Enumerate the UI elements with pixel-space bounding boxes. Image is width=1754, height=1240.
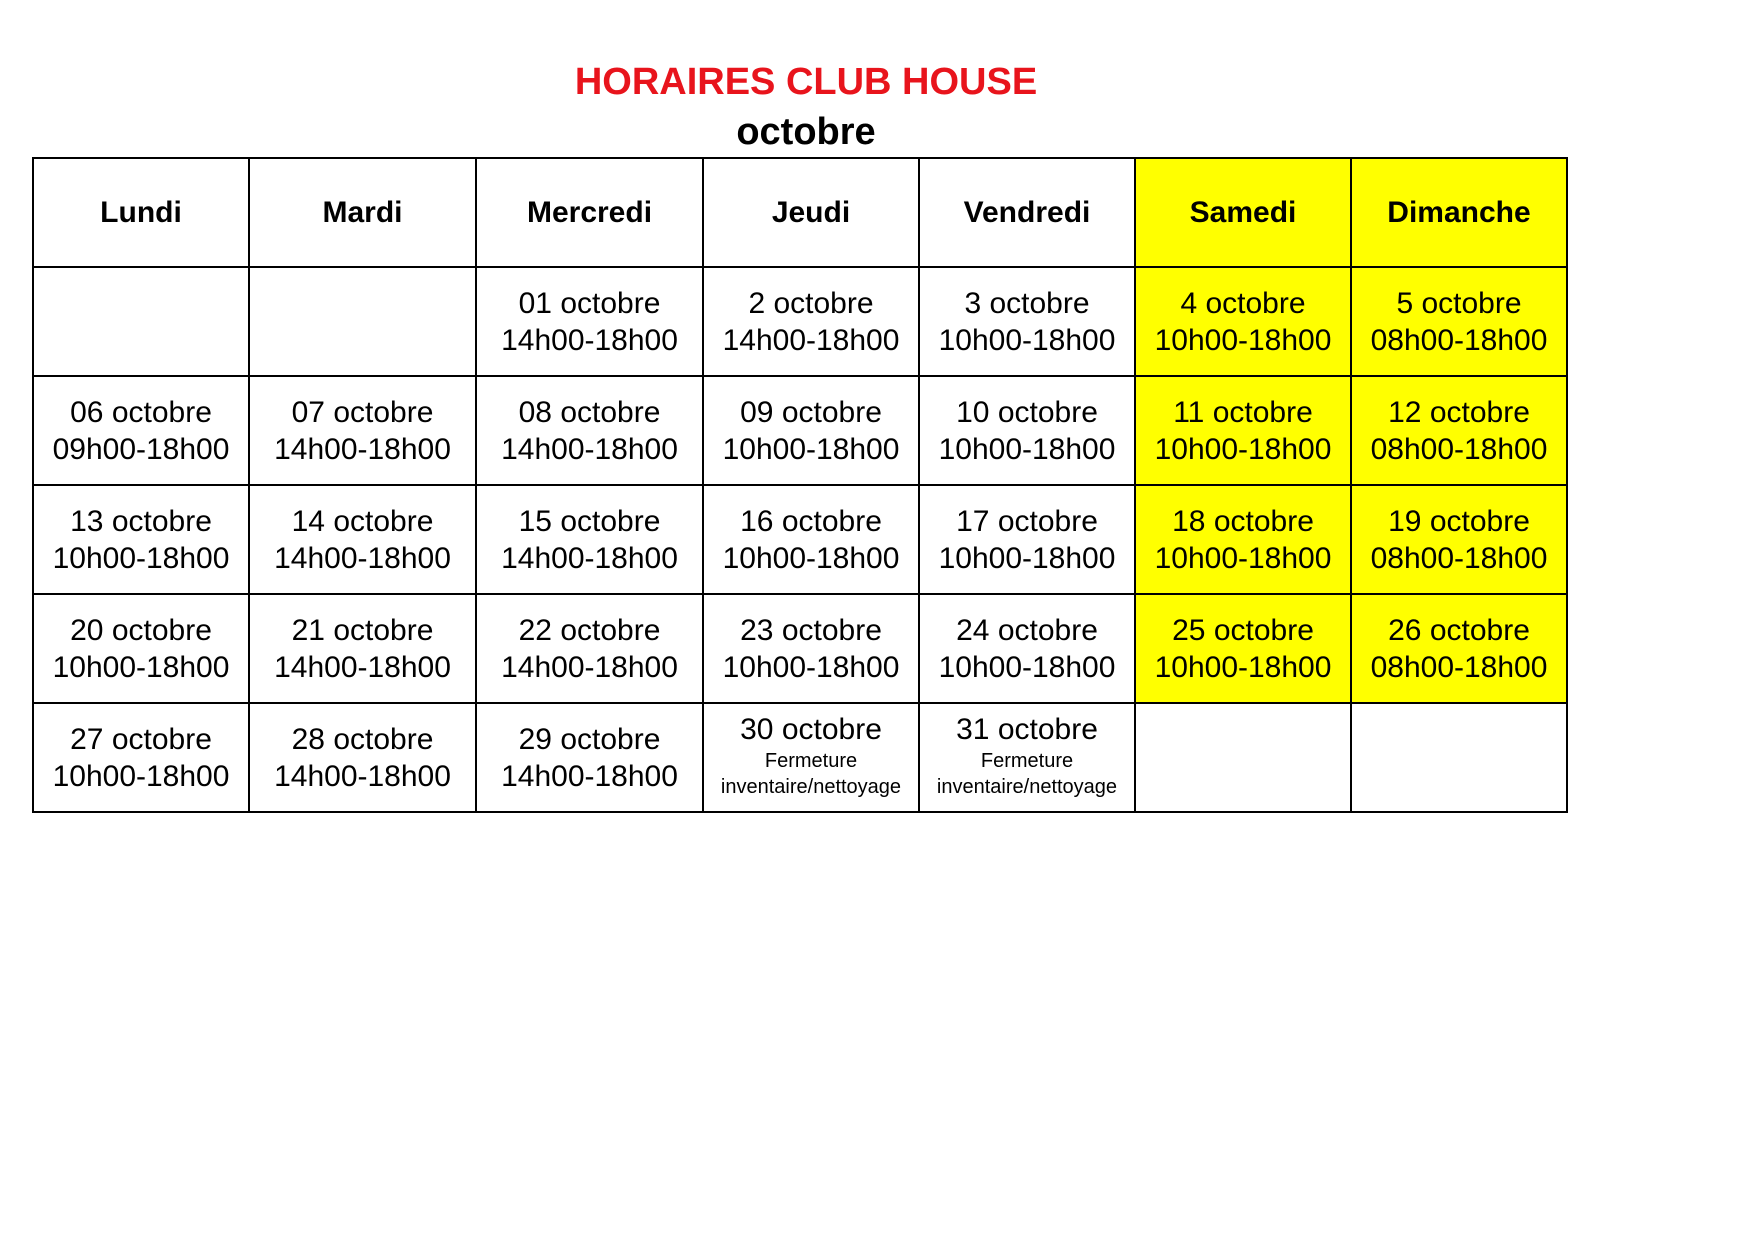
day-date: 4 octobre: [1180, 286, 1306, 320]
header-dimanche: Dimanche: [1351, 158, 1567, 267]
header-jeudi: Jeudi: [703, 158, 919, 267]
day-cell: [476, 267, 703, 376]
day-hours: 10h00-18h00: [52, 541, 230, 575]
day-cell: [703, 594, 919, 703]
day-date: 14 octobre: [291, 504, 434, 538]
day-hours: 10h00-18h00: [938, 432, 1116, 466]
day-cell: [249, 594, 476, 703]
day-cell-weekend: [1351, 594, 1567, 703]
day-hours: 14h00-18h00: [274, 541, 451, 575]
week-row: [33, 267, 1567, 376]
day-cell: [703, 267, 919, 376]
day-cell: [476, 594, 703, 703]
day-hours: 10h00-18h00: [938, 541, 1116, 575]
day-date: 13 octobre: [70, 504, 212, 538]
day-date: 24 octobre: [956, 613, 1098, 647]
day-cell: [476, 703, 703, 812]
day-cell-closed: [919, 703, 1135, 812]
day-cell-weekend: [1351, 376, 1567, 485]
day-hours: 14h00-18h00: [501, 650, 678, 684]
day-date: 26 octobre: [1388, 613, 1530, 647]
day-date: 16 octobre: [740, 504, 882, 538]
day-cell-weekend: [1135, 267, 1351, 376]
day-cell: [476, 376, 703, 485]
day-date: 06 octobre: [70, 395, 212, 429]
day-cell: [919, 485, 1135, 594]
day-date: 25 octobre: [1172, 613, 1314, 647]
day-date: 09 octobre: [740, 395, 882, 429]
day-hours: 08h00-18h00: [1370, 432, 1548, 466]
header-vendredi: Vendredi: [919, 158, 1135, 267]
week-row: [33, 376, 1567, 485]
day-date: 08 octobre: [518, 395, 661, 429]
day-cell: [476, 485, 703, 594]
day-cell: [703, 485, 919, 594]
header-lundi: Lundi: [33, 158, 249, 267]
day-date: 22 octobre: [518, 613, 661, 647]
week-row: [33, 485, 1567, 594]
day-hours: 10h00-18h00: [52, 759, 230, 793]
day-date: 30 octobre: [740, 713, 882, 746]
week-row: [33, 703, 1567, 812]
day-hours: 14h00-18h00: [501, 432, 678, 466]
day-hours: 14h00-18h00: [501, 323, 678, 357]
day-cell: [249, 376, 476, 485]
day-date: 28 octobre: [291, 722, 434, 756]
day-date: 11 octobre: [1173, 395, 1313, 429]
day-cell-weekend: [1135, 594, 1351, 703]
header-samedi: Samedi: [1135, 158, 1351, 267]
day-cell: [249, 703, 476, 812]
day-hours: 10h00-18h00: [1154, 650, 1332, 684]
day-hours: 14h00-18h00: [722, 323, 900, 357]
day-hours: 10h00-18h00: [1154, 323, 1332, 357]
day-date: 2 octobre: [748, 286, 874, 320]
page-title: HORAIRES CLUB HOUSE: [574, 61, 1038, 103]
day-hours: 14h00-18h00: [274, 650, 451, 684]
day-cell: [33, 485, 249, 594]
closure-note-line2: inventaire/nettoyage: [936, 776, 1118, 798]
day-date: 31 octobre: [956, 713, 1098, 746]
closure-note-line1: Fermeture: [980, 750, 1074, 772]
day-date: 17 octobre: [956, 504, 1098, 538]
day-cell-weekend: [1351, 267, 1567, 376]
day-cell: [703, 376, 919, 485]
day-hours: 10h00-18h00: [722, 650, 900, 684]
day-hours: 10h00-18h00: [938, 323, 1116, 357]
day-hours: 14h00-18h00: [274, 432, 451, 466]
day-hours: 08h00-18h00: [1370, 323, 1548, 357]
day-date: 01 octobre: [518, 286, 661, 320]
day-hours: 10h00-18h00: [52, 650, 230, 684]
day-cell: [919, 376, 1135, 485]
day-date: 3 octobre: [964, 286, 1090, 320]
day-date: 18 octobre: [1172, 504, 1314, 538]
schedule-table: [32, 157, 1568, 813]
day-cell-weekend: [1135, 485, 1351, 594]
day-date: 10 octobre: [956, 395, 1098, 429]
day-hours: 10h00-18h00: [1154, 541, 1332, 575]
month-subtitle: octobre: [736, 111, 876, 153]
day-hours: 14h00-18h00: [274, 759, 451, 793]
day-cell: [919, 267, 1135, 376]
header-row: [33, 158, 1567, 267]
day-hours: 10h00-18h00: [722, 432, 900, 466]
header-mercredi: Mercredi: [476, 158, 703, 267]
day-cell: [919, 594, 1135, 703]
day-hours: 14h00-18h00: [501, 759, 678, 793]
header-mardi: Mardi: [249, 158, 476, 267]
day-cell-empty: [1351, 703, 1567, 812]
day-cell-weekend: [1351, 485, 1567, 594]
day-cell: [33, 594, 249, 703]
day-date: 21 octobre: [291, 613, 434, 647]
day-cell-empty: [249, 267, 476, 376]
day-hours: 10h00-18h00: [722, 541, 900, 575]
day-date: 12 octobre: [1388, 395, 1530, 429]
closure-note-line2: inventaire/nettoyage: [720, 776, 902, 798]
day-cell: [33, 376, 249, 485]
day-hours: 09h00-18h00: [52, 432, 230, 466]
day-date: 23 octobre: [740, 613, 882, 647]
day-date: 15 octobre: [518, 504, 661, 538]
day-cell: [249, 485, 476, 594]
day-date: 5 octobre: [1396, 286, 1522, 320]
closure-note-line1: Fermeture: [764, 750, 858, 772]
week-row: [33, 594, 1567, 703]
day-cell-empty: [1135, 703, 1351, 812]
day-cell-closed: [703, 703, 919, 812]
day-hours: 08h00-18h00: [1370, 541, 1548, 575]
day-date: 29 octobre: [518, 722, 661, 756]
day-hours: 10h00-18h00: [1154, 432, 1332, 466]
day-cell: [33, 703, 249, 812]
day-hours: 14h00-18h00: [501, 541, 678, 575]
day-cell-weekend: [1135, 376, 1351, 485]
day-cell-empty: [33, 267, 249, 376]
day-date: 27 octobre: [70, 722, 212, 756]
day-hours: 10h00-18h00: [938, 650, 1116, 684]
day-date: 20 octobre: [70, 613, 212, 647]
day-date: 07 octobre: [291, 395, 434, 429]
day-date: 19 octobre: [1388, 504, 1530, 538]
day-hours: 08h00-18h00: [1370, 650, 1548, 684]
